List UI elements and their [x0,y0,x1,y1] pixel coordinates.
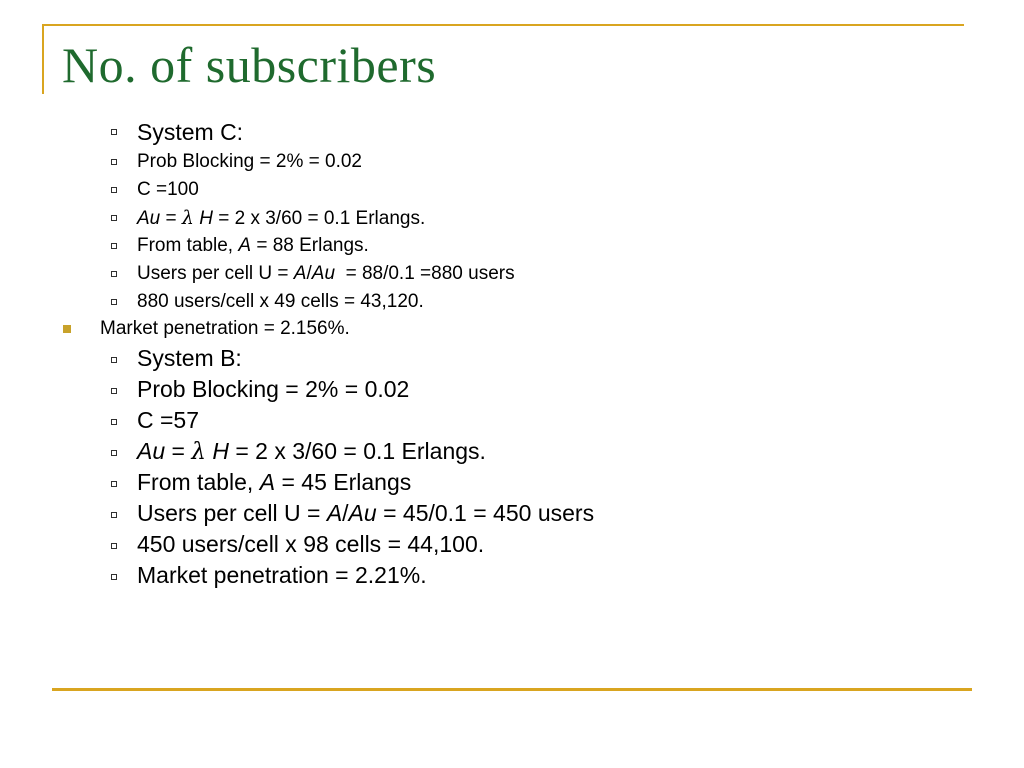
system-b-c-value: C =57 [137,407,200,433]
hollow-square-bullet-icon [111,419,117,425]
solid-square-bullet-icon [63,325,71,333]
hollow-square-bullet-icon [111,271,117,277]
hollow-square-bullet-icon [111,215,117,221]
system-b-market-penetration: Market penetration = 2.21%. [137,562,427,588]
au-variable: Au [137,438,166,464]
system-b-from-table [137,469,411,496]
au-variable: Au [311,263,336,284]
system-b-prob-blocking: Prob Blocking = 2% = 0.02 [137,376,410,402]
system-c-users-per-cell [137,263,515,285]
system-b-heading: System B: [137,345,242,371]
hollow-square-bullet-icon [111,543,117,549]
hollow-square-bullet-icon [111,574,117,580]
au-formula-rest: = 2 x 3/60 = 0.1 Erlangs. [228,438,486,464]
system-b-au-formula [137,438,486,465]
hollow-square-bullet-icon [111,481,117,487]
au-variable: Au [348,500,377,526]
users-suffix: = 45/0.1 = 450 users [376,500,595,526]
equals-sign: = [165,438,192,464]
h-variable: H [193,208,213,229]
from-table-suffix: = 88 Erlangs. [251,235,369,256]
bottom-accent-line [52,688,972,691]
system-c-cells: 880 users/cell x 49 cells = 43,120. [137,291,424,312]
slide-title: No. of subscribers [62,37,437,93]
h-variable: H [205,438,229,464]
equals-sign: = [160,208,182,229]
hollow-square-bullet-icon [111,512,117,518]
a-variable: A [238,235,252,256]
au-variable: Au [137,208,161,229]
from-table-prefix: From table, [137,469,260,495]
users-prefix: Users per cell U = [137,500,327,526]
hollow-square-bullet-icon [111,357,117,363]
left-accent-line [42,24,44,94]
slash: / [342,500,349,526]
slash: / [306,263,312,284]
hollow-square-bullet-icon [111,129,117,135]
system-b-cells: 450 users/cell x 98 cells = 44,100. [137,531,485,557]
system-c-au-formula [137,207,425,230]
hollow-square-bullet-icon [111,243,117,249]
hollow-square-bullet-icon [111,159,117,165]
users-prefix: Users per cell U = [137,263,294,284]
top-accent-line [42,24,964,26]
system-c-prob-blocking: Prob Blocking = 2% = 0.02 [137,151,362,172]
system-c-from-table [137,235,369,257]
lambda-symbol: λ [191,439,206,465]
a-variable: A [326,500,343,526]
from-table-prefix: From table, [137,235,239,256]
system-c-heading: System C: [137,119,244,145]
from-table-suffix: = 45 Erlangs [275,469,412,495]
system-b-users-per-cell [137,500,594,527]
a-variable: A [293,263,307,284]
au-formula-rest: = 2 x 3/60 = 0.1 Erlangs. [212,208,426,229]
hollow-square-bullet-icon [111,388,117,394]
a-variable: A [259,469,276,495]
hollow-square-bullet-icon [111,450,117,456]
market-penetration-c: Market penetration = 2.156%. [100,318,350,339]
lambda-symbol: λ [181,207,194,229]
system-c-c-value: C =100 [137,179,199,200]
users-suffix: = 88/0.1 =880 users [335,263,515,284]
hollow-square-bullet-icon [111,299,117,305]
hollow-square-bullet-icon [111,187,117,193]
